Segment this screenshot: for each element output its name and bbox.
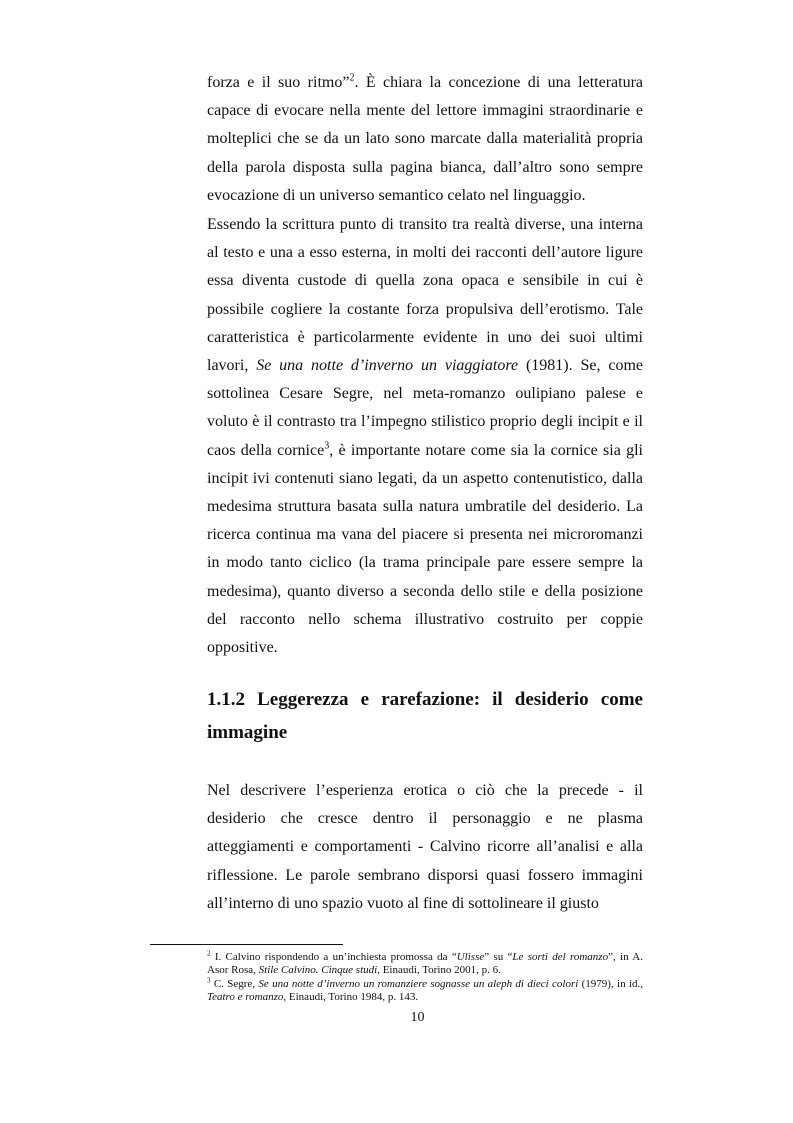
footnote-number: 2 <box>207 949 211 958</box>
paragraph-text <box>207 69 643 210</box>
footnote-text: I. Calvino rispondendo a un’inchiesta promossa da “ <box>210 951 457 963</box>
footnote-italic: Se una notte d’inverno un romanziere sognasse un aleph di dieci colori <box>258 977 579 990</box>
paragraph-text <box>207 211 643 662</box>
paragraph-text-span: . È chiara la concezione di una letteratura capace di evocare nella mente del lettore immagini straordinarie e molteplici che se da un lato sono marcate dalla materialità propria della parola disposta sulla pagina bianca, dall’altro sono sempre evocazione di un universo semantico celato nel linguaggio. <box>207 74 643 204</box>
footnotes <box>207 951 643 1005</box>
footnote-text: C. Segre, <box>210 977 259 990</box>
footnote-italic: Teatro e romanzo <box>207 991 284 1004</box>
paragraph-text-span: (1981). Se, come sottolinea Cesare Segre, nel meta-romanzo oulipiano palese e voluto è il contrasto tra l’impegno stilistico proprio degli incipit e il caos della cornice <box>207 357 643 459</box>
footnote-text: ” su “ <box>484 951 513 963</box>
footnote-text: , Einaudi, Torino 2001, p. 6. <box>377 964 501 977</box>
footnote-text: , Einaudi, Torino 1984, p. 143. <box>283 991 419 1004</box>
footnote-3 <box>207 978 643 1005</box>
footnote-number: 3 <box>207 976 211 985</box>
paragraph-text-span: Essendo la scrittura punto di transito tra realtà diverse, una interna al testo e una a esso esterna, in molti dei racconti dell’autore ligure essa diventa custode di quella zona opaca e sensibile in cui è possibile cogliere la costante forza propulsiva dell’erotismo. Tale caratteristica è particolarmente evidente in uno dei suoi ultimi lavori, <box>207 216 643 375</box>
footnote-italic: Stile Calvino. Cinque studi <box>258 964 378 977</box>
body-paragraph-3 <box>207 777 643 918</box>
footnote-separator <box>150 944 343 945</box>
footnote-italic: Ulisse <box>456 951 485 963</box>
section-heading: 1.1.2 Leggerezza e rarefazione: il desiderio come immagine <box>207 689 643 743</box>
paragraph-text: Nel descrivere l’esperienza erotica o ciò che la precede - il desiderio che cresce dentro il personaggio e ne plasma atteggiamenti e comportamenti - Calvino ricorre all’analisi e alla riflessione. Le parole sembrano disporsi quasi fossero immagini all’interno di uno spazio vuoto al fine di sottolineare il giusto <box>207 782 643 912</box>
footnote-ref-2[interactable]: 2 <box>349 72 355 84</box>
body-paragraph-1 <box>207 69 643 210</box>
footnote-2 <box>207 951 643 978</box>
book-title: Se una notte d’inverno un viaggiatore <box>256 357 519 375</box>
page-number: 10 <box>410 1010 425 1025</box>
paragraph-text-span: , è importante notare come sia la cornice sia gli incipit ivi contenuti siano legati, da un aspetto contenutistico, dalla medesima struttura basata sulla natura umbratile del desiderio. La ricerca continua ma vana del piacere si presenta nei microromanzi in modo tanto ciclico (la trama principale pare essere sempre la medesima), quanto diverso a seconda dello stile e della posizione del racconto nello schema illustrativo costruito per coppie oppositive. <box>207 441 643 657</box>
footnote-text: ”, in A. Asor Rosa, <box>207 951 644 977</box>
footnote-text: (1979), in id., <box>578 977 643 990</box>
paragraph-text-span: forza e il suo ritmo” <box>207 74 350 91</box>
footnote-italic: Le sorti del romanzo <box>512 951 609 963</box>
body-paragraph-2 <box>207 211 643 662</box>
footnote-ref-3[interactable]: 3 <box>324 440 330 452</box>
